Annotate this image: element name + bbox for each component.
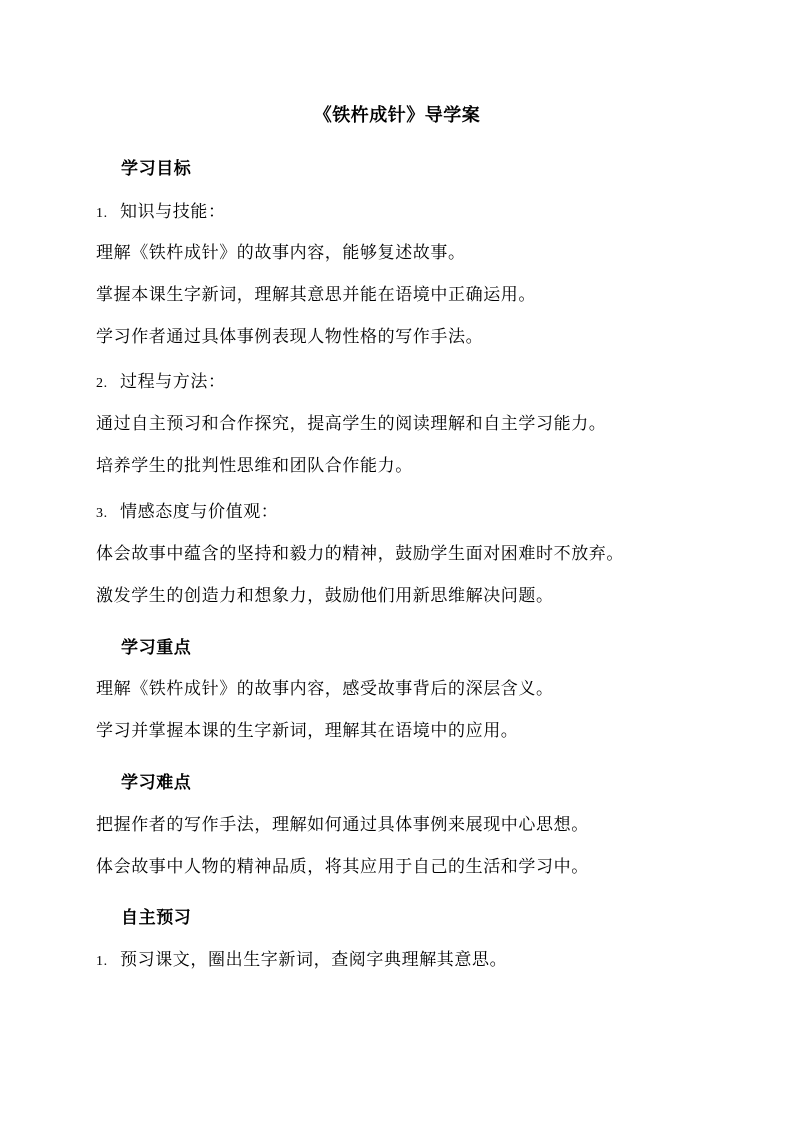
paragraph: 理解《铁杵成针》的故事内容，感受故事背后的深层含义。 bbox=[96, 679, 554, 699]
list-number: 1. bbox=[96, 206, 108, 221]
section-heading-goals: 学习目标 bbox=[121, 159, 192, 179]
paragraph: 体会故事中蕴含的坚持和毅力的精神，鼓励学生面对困难时不放弃。 bbox=[96, 544, 624, 564]
paragraph: 通过自主预习和合作探究，提高学生的阅读理解和自主学习能力。 bbox=[96, 414, 607, 434]
list-label: 知识与技能： bbox=[120, 202, 226, 222]
list-number: 1. bbox=[96, 954, 108, 969]
paragraph: 掌握本课生字新词，理解其意思并能在语境中正确运用。 bbox=[96, 285, 536, 305]
section-heading-difficulties: 学习难点 bbox=[121, 773, 192, 793]
list-number: 2. bbox=[96, 376, 108, 391]
document-title: 《铁杵成针》导学案 bbox=[313, 105, 481, 126]
list-number: 3. bbox=[96, 506, 108, 521]
paragraph: 体会故事中人物的精神品质，将其应用于自己的生活和学习中。 bbox=[96, 857, 589, 877]
paragraph: 培养学生的批判性思维和团队合作能力。 bbox=[96, 456, 413, 476]
goal-knowledge-label bbox=[96, 200, 226, 226]
goal-process-label bbox=[96, 370, 226, 396]
section-heading-key-points: 学习重点 bbox=[121, 638, 192, 658]
paragraph: 理解《铁杵成针》的故事内容，能够复述故事。 bbox=[96, 243, 466, 263]
preview-text: 预习课文，圈出生字新词，查阅字典理解其意思。 bbox=[120, 950, 508, 970]
list-label: 情感态度与价值观： bbox=[120, 502, 279, 522]
paragraph: 把握作者的写作手法，理解如何通过具体事例来展现中心思想。 bbox=[96, 815, 589, 835]
paragraph: 学习作者通过具体事例表现人物性格的写作手法。 bbox=[96, 327, 484, 347]
preview-item bbox=[96, 948, 507, 974]
goal-emotion-label bbox=[96, 500, 278, 526]
paragraph: 学习并掌握本课的生字新词，理解其在语境中的应用。 bbox=[96, 721, 519, 741]
list-label: 过程与方法： bbox=[120, 372, 226, 392]
section-heading-preview: 自主预习 bbox=[121, 908, 192, 928]
paragraph: 激发学生的创造力和想象力，鼓励他们用新思维解决问题。 bbox=[96, 586, 554, 606]
